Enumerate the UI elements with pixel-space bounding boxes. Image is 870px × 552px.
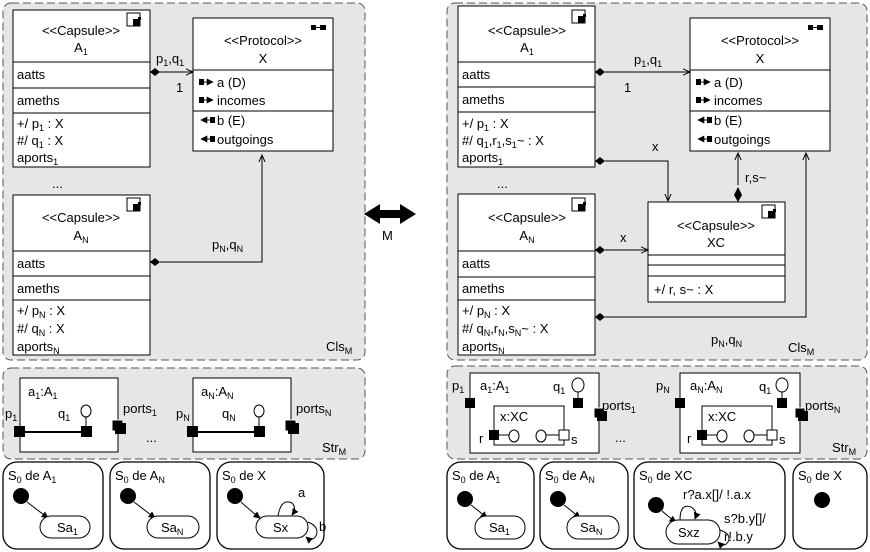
ports-label: ports$_N$ [296, 401, 332, 418]
port-icon [465, 398, 475, 408]
aports: aports$_N$ [462, 339, 505, 356]
port-conjugate-icon [744, 430, 754, 442]
meths: ameths [462, 92, 505, 107]
sm-title: $S_0$ de $A_N$ [115, 468, 165, 485]
initial-state-icon [814, 492, 830, 508]
in-signal-2: incomes [714, 93, 763, 108]
sm-title: $S_0$ de $A_N$ [545, 468, 595, 485]
aports: aports$_N$ [17, 339, 60, 356]
stereotype: <<Protocol>> [720, 33, 800, 48]
initial-state-icon [648, 497, 664, 513]
port-conjugate-icon [776, 378, 788, 392]
port-p: +/ $p_N$ : X [462, 303, 511, 320]
left-str-label: Str$_M$ [322, 440, 347, 457]
in-signal-1: a (D) [714, 75, 743, 90]
sm-title: $S_0$ de $A_1$ [452, 468, 501, 485]
right-sm-a1 [447, 462, 534, 549]
transition-label: s?b.y[]/ [724, 511, 766, 526]
right-cls-label: Cls$_M$ [788, 340, 815, 357]
port-q: #/ $q_1$ : X [17, 133, 64, 150]
port-p-label: $p_1$ [5, 406, 18, 423]
protocol-name: X [755, 51, 765, 66]
port-q: #/ $q_N,r_N,s_N\sim$ : X [462, 321, 549, 338]
port-p: +/ $p_N$ : X [17, 303, 66, 320]
aports: aports$_1$ [17, 150, 59, 167]
left-sm-a1 [3, 462, 103, 549]
assoc-label: $p_N,q_N$ [212, 237, 244, 254]
state-label: $Sa_N$ [580, 520, 603, 537]
port-icon [187, 426, 198, 437]
state-label: $Sa_1$ [57, 520, 78, 537]
port-icon [489, 430, 499, 440]
assoc-mult: 1 [176, 80, 184, 95]
mapping-label: M [382, 228, 393, 243]
right-sm-an [540, 462, 628, 549]
port-q-label: $q_1$ [58, 406, 71, 423]
part-name: $a_1:A_1$ [480, 378, 510, 395]
left-cls-label: Cls$_M$ [326, 339, 353, 356]
out-signal-1: b (E) [714, 113, 743, 128]
ellipsis: ... [497, 176, 508, 191]
initial-state-icon [13, 488, 29, 504]
attrs: aatts [462, 256, 491, 271]
port-conjugate-icon [254, 405, 264, 417]
port-q: #/ $q_1,r_1,s_1\sim$ : X [462, 133, 544, 150]
right-capsule-xc [648, 202, 785, 302]
right-protocol-x [690, 18, 830, 151]
loop-label: b [319, 519, 327, 534]
port-p-label: $p_1$ [452, 378, 465, 395]
port-icon [767, 430, 777, 440]
assoc-label: r,s~ [745, 170, 767, 185]
port-p: +/ $p_1$ : X [462, 116, 509, 133]
stereotype: <<Protocol>> [223, 33, 303, 48]
ports-label: ports$_N$ [805, 398, 841, 415]
inner-part-name: x:XC [500, 409, 529, 424]
state-label: $Sa_1$ [489, 520, 510, 537]
right-capsule-a1 [458, 6, 595, 167]
part-name: $a_N:A_N$ [690, 378, 723, 395]
ports: +/ r, s~ : X [654, 282, 714, 297]
left-capsule-a1 [13, 10, 150, 167]
port-p-label: $p_N$ [176, 406, 190, 423]
capsule-icon [127, 198, 141, 211]
loop-label: a [298, 485, 306, 500]
right-sm-x [793, 462, 867, 549]
left-protocol-x [193, 18, 333, 151]
meths: ameths [17, 281, 60, 296]
port-icon [573, 398, 583, 408]
sm-title: $S_0$ de X [222, 468, 267, 485]
left-sm-an [110, 462, 210, 549]
port-icon [14, 426, 25, 437]
assoc-label: $p_1,q_1$ [156, 51, 185, 68]
assoc-label: $p_N,q_N$ [711, 332, 743, 349]
initial-state-icon [457, 491, 473, 507]
inner-part-name: x:XC [708, 409, 737, 424]
stereotype: <<Capsule>> [41, 210, 121, 225]
ports-label: ports$_1$ [123, 401, 157, 418]
port-r-label: r [687, 431, 692, 446]
capsule-name: $A_1$ [74, 40, 88, 57]
left-sm-x [217, 462, 326, 549]
stereotype: <<Capsule>> [676, 218, 756, 233]
left-model [3, 3, 365, 549]
state-label: $Sa_N$ [161, 520, 184, 537]
right-model [447, 3, 867, 549]
port-q-label: $q_1$ [553, 379, 566, 396]
ellipsis: ... [146, 430, 157, 445]
attrs: aatts [17, 256, 46, 271]
port-s-label: s [571, 432, 578, 447]
stereotype: <<Capsule>> [487, 23, 567, 38]
assoc-label: x [652, 139, 659, 154]
capsule-icon [762, 205, 776, 218]
right-sm-xc [634, 462, 785, 549]
capsule-name: $A_1$ [520, 40, 534, 57]
stereotype: <<Capsule>> [41, 23, 121, 38]
port-conjugate-icon [81, 405, 91, 417]
port-icon [675, 398, 685, 408]
double-arrow-icon [364, 204, 416, 224]
port-icon [697, 430, 707, 440]
state-label: Sxz [678, 525, 700, 540]
meths: ameths [17, 93, 60, 108]
port-conjugate-icon [717, 430, 727, 442]
port-r-label: r [479, 431, 484, 446]
port-q-label: $q_N$ [222, 406, 236, 423]
port-icon [81, 426, 92, 437]
in-signal-1: a (D) [217, 75, 246, 90]
capsule-name: $A_N$ [519, 228, 535, 245]
part-name: $a_N:A_N$ [201, 384, 234, 401]
attrs: aatts [17, 67, 46, 82]
state-label: Sx [273, 520, 289, 535]
capsule-icon [572, 198, 586, 211]
assoc-mult: 1 [624, 80, 632, 95]
out-signal-2: outgoings [714, 132, 771, 147]
meths: ameths [462, 281, 505, 296]
port-icon [115, 423, 126, 434]
port-icon [254, 426, 265, 437]
ellipsis: ... [52, 176, 63, 191]
initial-state-icon [227, 488, 243, 504]
port-conjugate-icon [509, 430, 519, 442]
initial-state-icon [550, 491, 566, 507]
capsule-name: XC [706, 235, 726, 250]
sm-title: $S_0$ de $A_1$ [8, 468, 57, 485]
capsule-name: $A_N$ [73, 228, 89, 245]
left-capsule-an [13, 195, 150, 356]
port-q-label: $q_1$ [759, 379, 772, 396]
part-name: $a_1:A_1$ [28, 384, 58, 401]
ellipsis: ... [615, 430, 626, 445]
transition-label: r?a.x[]/ !.a.x [683, 487, 751, 502]
stereotype: <<Capsule>> [487, 210, 567, 225]
out-signal-1: b (E) [217, 113, 246, 128]
ports-label: ports$_1$ [602, 398, 636, 415]
port-icon [777, 398, 787, 408]
protocol-name: X [258, 51, 268, 66]
right-capsule-an [458, 194, 595, 356]
transition-label: r!.b.y [724, 529, 753, 544]
port-s-label: s [779, 432, 786, 447]
attrs: aatts [462, 67, 491, 82]
aports: aports$_1$ [462, 150, 504, 167]
port-p: +/ $p_1$ : X [17, 116, 64, 133]
capsule-icon [572, 10, 586, 23]
in-signal-2: incomes [217, 93, 266, 108]
mapping-arrow [364, 204, 416, 243]
port-conjugate-icon [536, 430, 546, 442]
right-str-label: Str$_M$ [832, 440, 857, 457]
port-p-label: $p_N$ [656, 378, 670, 395]
port-conjugate-icon [572, 378, 584, 392]
assoc-label: x [620, 230, 627, 245]
port-q: #/ $q_N$ : X [17, 321, 65, 338]
out-signal-2: outgoings [217, 132, 274, 147]
assoc-label: $p_1,q_1$ [634, 52, 663, 69]
sm-title: $S_0$ de X [798, 468, 843, 485]
sm-title: $S_0$ de XC [639, 468, 693, 485]
capsule-icon [127, 13, 141, 26]
initial-state-icon [120, 488, 136, 504]
port-icon [288, 423, 299, 434]
port-icon [559, 430, 569, 440]
